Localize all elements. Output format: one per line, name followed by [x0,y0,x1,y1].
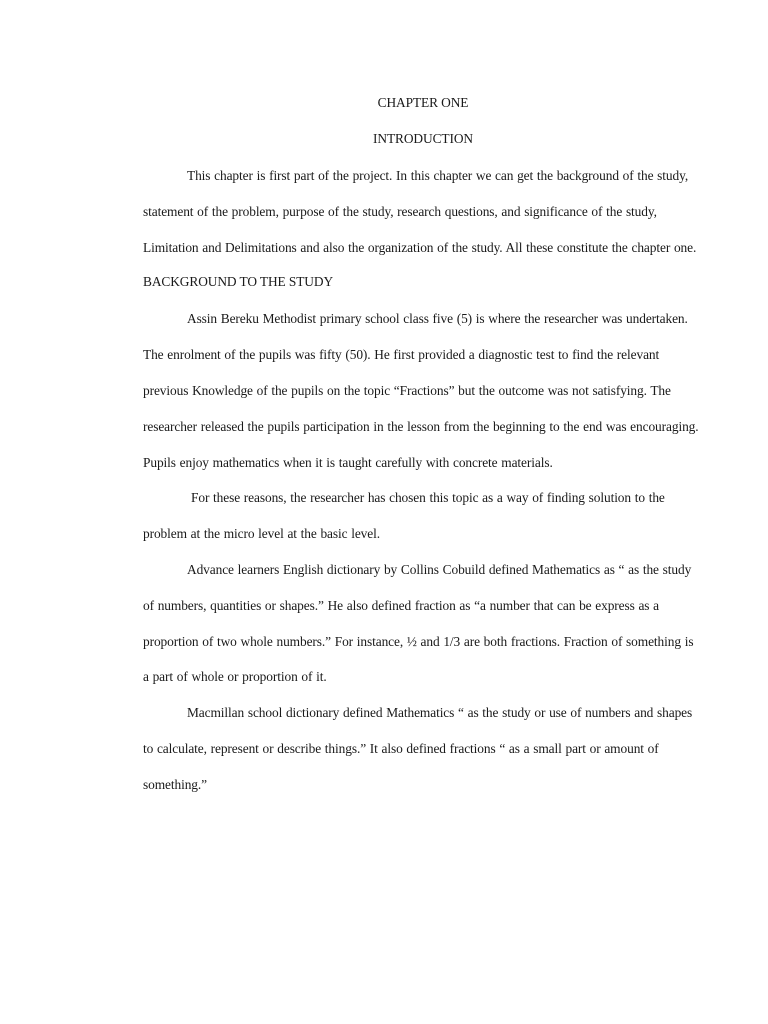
intro-paragraph: This chapter is first part of the project. In this chapter we can get the background of the study, statement of the problem, purpose of the study, research questions, and significance of the study, Limitation and Delimitations and also the organization of the study. All these constitute the chapter one. [143,168,697,255]
section-title: INTRODUCTION [373,131,473,146]
body-paragraph: For these reasons, the researcher has chosen this topic as a way of finding solution to the problem at the micro level at the basic level. [143,490,665,542]
body-paragraph: Macmillan school dictionary defined Mathematics “ as the study or use of numbers and shapes to calculate, represent or describe things.” It also defined fractions “ as a small part or amount of something.” [143,705,693,792]
body-paragraph: Assin Bereku Methodist primary school class five (5) is where the researcher was undertaken. The enrolment of the pupils was fifty (50). He first provided a diagnostic test to find the relevant previous Knowledge of the pupils on the topic “Fractions” but the outcome was not satisfying. The researcher released the pupils participation in the lesson from the beginning to the end was encouraging. Pupils enjoy mathematics when it is taught carefully with concrete materials. [143,311,699,470]
chapter-title: CHAPTER ONE [377,95,469,110]
body-paragraph: Advance learners English dictionary by Collins Cobuild defined Mathematics as “ as the study of numbers, quantities or shapes.” He also defined fraction as “a number that can be express as a proportion of two whole numbers.” For instance, ½ and 1/3 are both fractions. Fraction of something is a part of whole or proportion of it. [143,561,694,685]
document-body [143,86,703,803]
background-heading: BACKGROUND TO THE STUDY [143,274,334,290]
